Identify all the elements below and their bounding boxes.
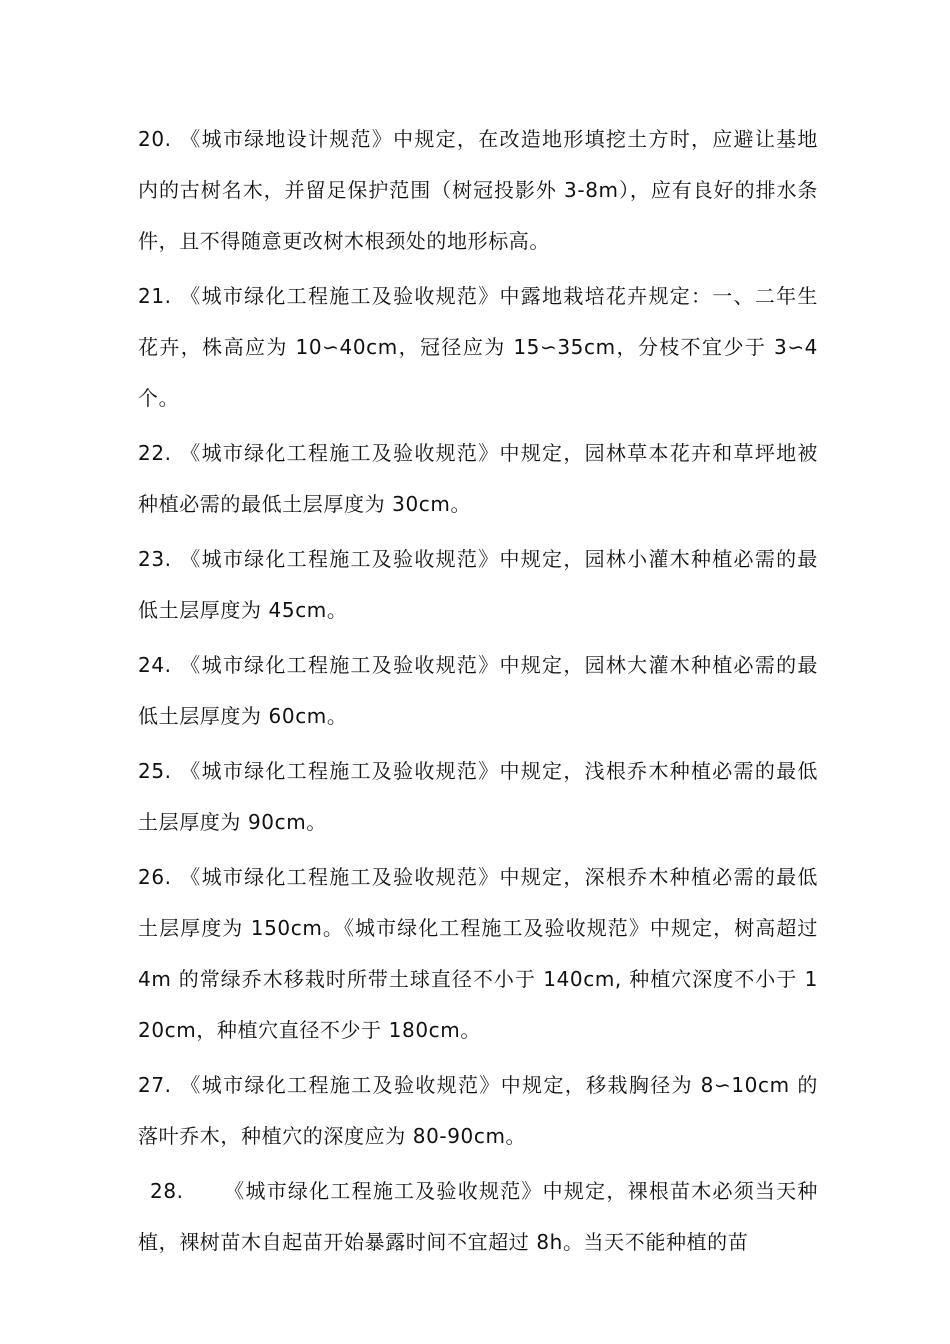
paragraph-number: 23. [138, 547, 172, 571]
paragraph-text: 《城市绿化工程施工及验收规范》中规定，移栽胸径为 8∽10cm 的落叶乔木，种植穴的深度应为 80-90cm。 [138, 1073, 818, 1148]
paragraph-24 [138, 640, 818, 742]
paragraph-text: 《城市绿化工程施工及验收规范》中规定，园林小灌木种植必需的最低土层厚度为 45cm。 [138, 547, 818, 622]
paragraph-text: 《城市绿化工程施工及验收规范》中规定，园林大灌木种植必需的最低土层厚度为 60cm。 [138, 653, 818, 728]
paragraph-27 [138, 1060, 818, 1162]
paragraph-21 [138, 271, 818, 424]
paragraph-number: 26. [138, 865, 172, 889]
paragraph-text: 《城市绿化工程施工及验收规范》中规定，浅根乔木种植必需的最低土层厚度为 90cm。 [138, 759, 818, 834]
paragraph-text: 《城市绿化工程施工及验收规范》中露地栽培花卉规定：一、二年生花卉，株高应为 10∽40cm，冠径应为 15∽35cm，分枝不宜少于 3∽4 个。 [138, 284, 818, 410]
paragraph-text: 《城市绿地设计规范》中规定，在改造地形填挖土方时，应避让基地内的古树名木，并留足保护范围（树冠投影外 3-8m），应有良好的排水条件，且不得随意更改树木根颈处的地形标高。 [138, 127, 818, 253]
paragraph-23 [138, 534, 818, 636]
paragraph-22 [138, 428, 818, 530]
paragraph-text: 《城市绿化工程施工及验收规范》中规定，园林草本花卉和草坪地被种植必需的最低土层厚度为 30cm。 [138, 441, 818, 516]
paragraph-25 [138, 746, 818, 848]
paragraph-number: 21. [138, 284, 172, 308]
paragraph-20 [138, 114, 818, 267]
paragraph-26 [138, 852, 818, 1056]
paragraph-number: 20. [138, 127, 172, 151]
paragraph-number: 24. [138, 653, 172, 677]
paragraph-number: 28. [150, 1179, 184, 1203]
paragraph-number: 27. [138, 1073, 172, 1097]
document-body [138, 114, 818, 1272]
paragraph-text: 《城市绿化工程施工及验收规范》中规定，深根乔木种植必需的最低土层厚度为 150cm。《城市绿化工程施工及验收规范》中规定，树高超过 4m 的常绿乔木移栽时所带土球直径不小于 140cm, 种植穴深度不小于 120cm，种植穴直径不少于 180cm。 [138, 865, 818, 1042]
paragraph-number: 22. [138, 441, 172, 465]
paragraph-number: 25. [138, 759, 172, 783]
paragraph-text: 《城市绿化工程施工及验收规范》中规定，裸根苗木必须当天种植，裸树苗木自起苗开始暴露时间不宜超过 8h。当天不能种植的苗 [138, 1179, 818, 1254]
paragraph-28 [138, 1166, 818, 1268]
